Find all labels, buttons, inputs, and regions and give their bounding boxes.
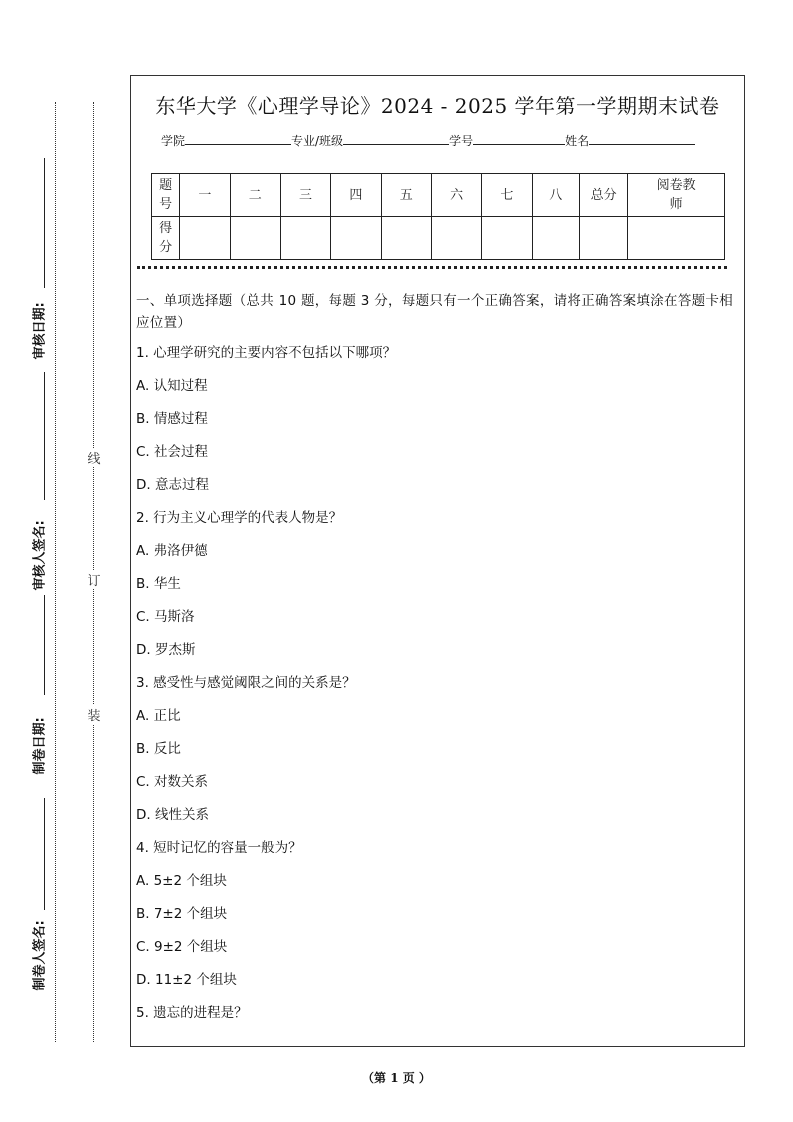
option[interactable]: D. 线性关系 [136,807,209,823]
option[interactable]: D. 意志过程 [136,477,209,493]
review-date-label: 审核日期: [32,302,48,360]
column-header: 四 [331,174,381,217]
signature-fill-line [44,595,45,695]
column-header: 三 [280,174,330,217]
compiler-signature-label: 制卷人签名: [32,920,48,991]
total-score-header: 总分 [579,174,627,217]
score-row-header: 得分 [152,217,180,260]
column-header: 一 [180,174,230,217]
question-stem: 2. 行为主义心理学的代表人物是？ [136,510,343,526]
option[interactable]: A. 认知过程 [136,378,208,394]
score-cell[interactable] [482,217,532,260]
score-cell[interactable] [180,217,230,260]
grader-header: 阅卷教师 [628,174,725,217]
student-info-row [161,132,695,149]
option[interactable]: B. 7±2 个组块 [136,906,228,922]
signature-fill-line [44,158,45,288]
option[interactable]: B. 反比 [136,741,181,757]
binding-char-staple: 订 [86,570,102,589]
option[interactable]: C. 马斯洛 [136,609,195,625]
student-id-label: 学号 [449,134,474,148]
score-cell[interactable] [532,217,579,260]
option[interactable]: D. 11±2 个组块 [136,972,237,988]
question-stem: 3. 感受性与感觉阈限之间的关系是？ [136,675,356,691]
major-class-field[interactable] [343,132,449,145]
score-cell[interactable] [381,217,431,260]
binding-char-line: 线 [86,448,102,467]
score-table [151,173,725,260]
option[interactable]: C. 9±2 个组块 [136,939,228,955]
compile-date-label: 制卷日期: [32,717,48,775]
question-stem: 5. 遗忘的进程是？ [136,1005,248,1021]
option[interactable]: C. 对数关系 [136,774,209,790]
grader-cell[interactable] [628,217,725,260]
section-heading: 一、单项选择题（总共 10 题，每题 3 分，每题只有一个正确答案，请将正确答案填涂在答题卡相应位置） [136,293,734,331]
column-header: 八 [532,174,579,217]
score-cell[interactable] [280,217,330,260]
score-cell[interactable] [230,217,280,260]
binding-char-bind: 装 [86,705,102,724]
name-label: 姓名 [565,134,590,148]
dotted-separator [137,266,727,269]
reviewer-signature-label: 审核人签名: [32,520,48,591]
column-header: 七 [482,174,532,217]
page-number: （第 1 页 ） [362,1071,431,1085]
binding-line-outer [55,102,56,1042]
name-field[interactable] [589,132,695,145]
college-label: 学院 [161,134,186,148]
column-header: 六 [431,174,481,217]
column-header: 二 [230,174,280,217]
student-id-field[interactable] [473,132,565,145]
college-field[interactable] [185,132,291,145]
option[interactable]: A. 5±2 个组块 [136,873,227,889]
score-cell[interactable] [331,217,381,260]
major-class-label: 专业/班级 [291,134,344,148]
question-area [136,290,736,1036]
score-cell[interactable] [431,217,481,260]
question-stem: 1. 心理学研究的主要内容不包括以下哪项？ [136,345,397,361]
option[interactable]: D. 罗杰斯 [136,642,196,658]
exam-title: 东华大学《心理学导论》2024 - 2025 学年第一学期期末试卷 [155,94,720,118]
question-number-header: 题号 [152,174,180,217]
score-table-score-row [152,217,725,260]
total-score-cell[interactable] [579,217,627,260]
option[interactable]: C. 社会过程 [136,444,209,460]
score-table-header-row [152,174,725,217]
signature-fill-line [44,372,45,500]
question-stem: 4. 短时记忆的容量一般为？ [136,840,302,856]
signature-fill-line [44,798,45,910]
option[interactable]: B. 情感过程 [136,411,208,427]
option[interactable]: A. 弗洛伊德 [136,543,208,559]
column-header: 五 [381,174,431,217]
exam-frame [130,75,745,1047]
option[interactable]: B. 华生 [136,576,181,592]
option[interactable]: A. 正比 [136,708,181,724]
